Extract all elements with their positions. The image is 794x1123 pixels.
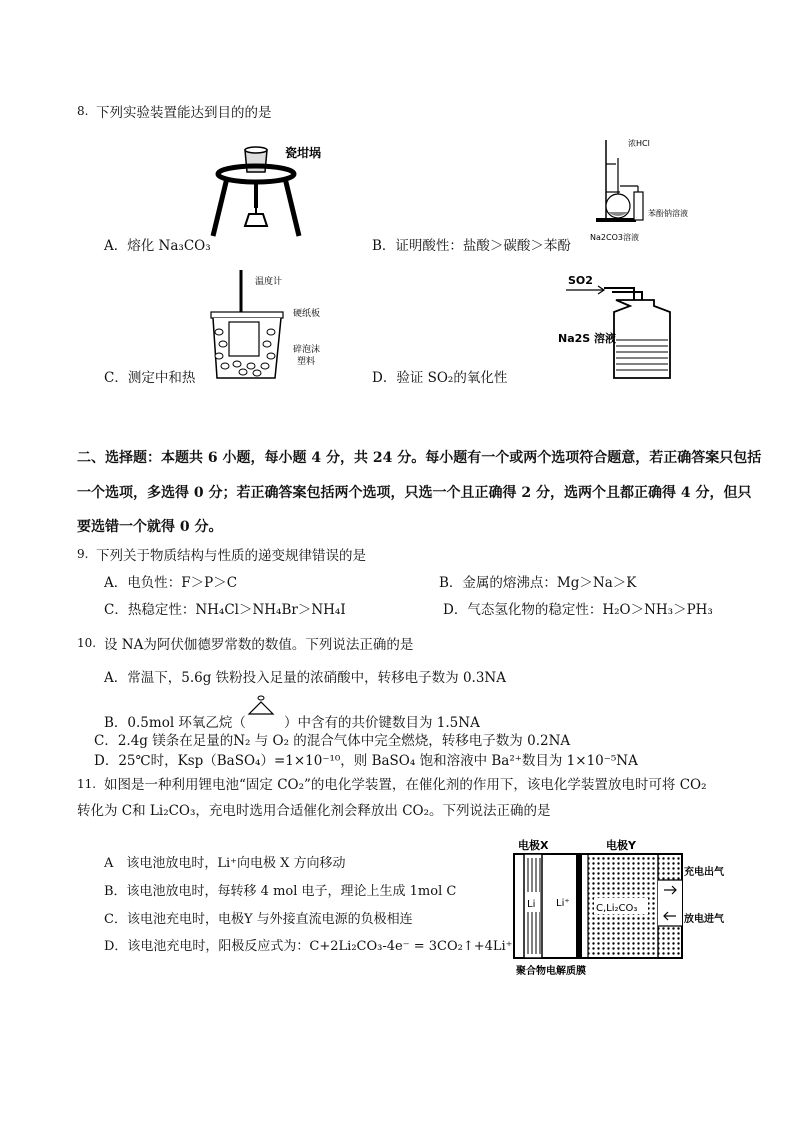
q10-option-b-prefix: B．0.5mol 环氧乙烷（: [104, 715, 246, 731]
so2-bottle-figure: [556, 266, 686, 386]
membrane-label: 聚合物电解质膜: [516, 966, 586, 977]
thermometer-label: 温度计: [255, 277, 283, 287]
discharge-inlet-label: 放电进气: [684, 914, 724, 925]
lithium-ion-label: Li⁺: [556, 898, 570, 909]
conc-hcl-label: 浓HCl: [628, 139, 650, 148]
q9-option-a: A．电负性：F＞P＞C: [104, 575, 238, 591]
question-10-stem: 设 NA为阿伏伽德罗常数的数值。下列说法正确的是: [104, 637, 414, 653]
electrode-y-label: 电极Y: [606, 839, 636, 852]
q8-option-c: C．测定中和热: [104, 370, 196, 386]
section-2-instructions-line-2: 一个选项，多选得 0 分；若正确答案包括两个选项，只选一个且正确得 2 分，选两个且都正确得 4 分，但只: [77, 485, 752, 501]
question-8-number: 8.: [77, 104, 89, 118]
q8-option-b: B．证明酸性：盐酸＞碳酸＞苯酚: [372, 238, 571, 254]
sodium-carbonate-label: Na2CO3溶液: [590, 233, 639, 242]
lithium-battery-figure: [496, 836, 736, 981]
plastic-label: 塑料: [297, 357, 316, 367]
q10-option-a: A．常温下，5.6g 铁粉投入足量的浓硝酸中，转移电子数为 0.3NA: [104, 670, 506, 686]
question-10-number: 10.: [77, 636, 97, 650]
cardboard-label: 硬纸板: [293, 309, 321, 319]
acid-strength-figure: [588, 134, 713, 246]
question-11-stem-line-2: 转化为 C和 Li₂CO₃，充电时选用合适催化剂会释放出 CO₂。下列说法正确的是: [77, 803, 551, 819]
ethylene-oxide-structure: [244, 694, 278, 718]
so2-label: SO2: [568, 274, 593, 287]
lithium-anode-label: Li: [527, 899, 536, 910]
q10-option-b-suffix: ）中含有的共价键数目为 1.5NA: [284, 715, 480, 731]
section-2-instructions-line-3: 要选错一个就得 0 分。: [77, 519, 223, 535]
na2s-label: Na2S 溶液: [558, 332, 617, 345]
cathode-label: C,Li₂CO₃: [596, 903, 638, 914]
question-11-number: 11.: [77, 777, 97, 791]
crucible-label: 瓷坩埚: [285, 146, 322, 160]
q8-option-d: D．验证 SO₂的氧化性: [372, 370, 508, 386]
calorimeter-figure: [205, 266, 345, 382]
q9-option-d: D．气态氢化物的稳定性：H₂O＞NH₃＞PH₃: [443, 602, 713, 618]
question-9-stem: 下列关于物质结构与性质的递变规律错误的是: [96, 548, 366, 564]
q9-option-c: C．热稳定性：NH₄Cl＞NH₄Br＞NH₄I: [104, 602, 346, 618]
section-2-instructions-line-1: 二、选择题：本题共 6 小题，每小题 4 分，共 24 分。每小题有一个或两个选项符合题意，若正确答案只包括: [77, 450, 762, 466]
charge-outlet-label: 充电出气: [684, 867, 724, 878]
q11-option-b: B．该电池放电时，每转移 4 mol 电子，理论上生成 1mol C: [104, 884, 457, 899]
sodium-phenoxide-label: 苯酚钠溶液: [648, 209, 688, 218]
q9-option-b: B．金属的熔沸点：Mg＞Na＞K: [439, 575, 637, 591]
q11-option-a: A 该电池放电时，Li⁺向电极 X 方向移动: [104, 856, 346, 871]
crucible-tripod-figure: [205, 138, 355, 238]
question-8-stem: 下列实验装置能达到目的的是: [96, 105, 272, 121]
foam-label: 碎泡沫: [293, 345, 321, 355]
electrode-x-label: 电极X: [518, 839, 549, 852]
q8-option-a: A．熔化 Na₃CO₃: [104, 238, 211, 254]
q10-option-c: C．2.4g 镁条在足量的N₂ 与 O₂ 的混合气体中完全燃烧，转移电子数为 0.2NA: [94, 733, 571, 749]
question-11-stem-line-1: 如图是一种利用锂电池“固定 CO₂”的电化学装置，在催化剂的作用下，该电化学装置放电时可将 CO₂: [104, 777, 707, 793]
question-9-number: 9.: [77, 547, 89, 561]
q11-option-c: C．该电池充电时，电极Y 与外接直流电源的负极相连: [104, 912, 413, 927]
q10-option-d: D．25℃时，Ksp（BaSO₄）=1×10⁻¹⁰，则 BaSO₄ 饱和溶液中 Ba²⁺数目为 1×10⁻⁵NA: [94, 753, 638, 769]
q11-option-d: D．该电池充电时，阳极反应式为：C+2Li₂CO₃-4e⁻ = 3CO₂↑+4Li⁺: [104, 939, 513, 954]
